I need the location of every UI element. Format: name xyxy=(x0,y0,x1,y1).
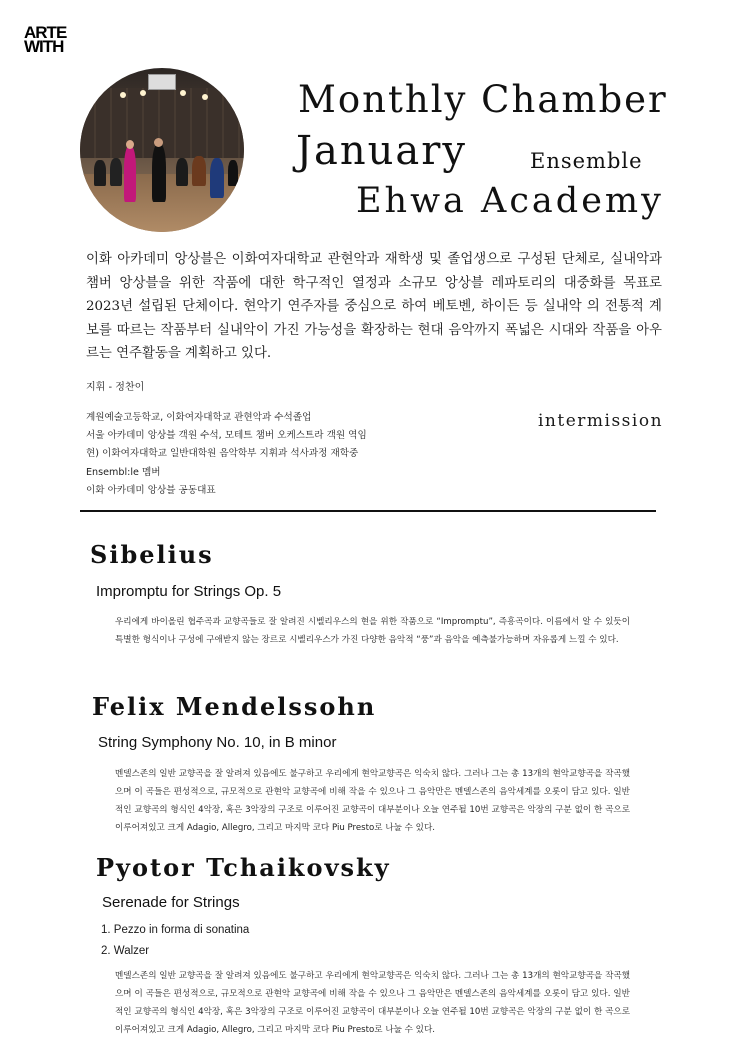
bio-line: 계원예술고등학교, 이화여자대학교 관현악과 수석졸업 xyxy=(86,412,312,423)
composer-mendelssohn: Felix Mendelssohn xyxy=(92,692,377,721)
logo-line1: ARTE xyxy=(24,23,67,42)
ensemble-introduction: 이화 아카데미 앙상블은 이화여자대학교 관현악과 재학생 및 졸업생으로 구성된 단체로, 실내악과 챔버 앙상블을 위한 작품에 대한 학구적인 열정과 소규모 앙상블 레파토리의 대중화를 목표로 2023년 설립된 단체이다. 현악기 연주자를 중심으로 하여 베토벤, 하이든 등 실내악 의 전통적 계보를 따르는 작품부터 실내악이 가진 가능성을 확장하는 현대 음악까지 폭넓은 시대와 작품을 아우르는 연주활동을 계획하고 있다. xyxy=(86,252,662,361)
bio-line: Ensembl:le 멤버 xyxy=(86,466,161,478)
composer-tchaikovsky: Pyotor Tchaikovsky xyxy=(96,853,391,882)
title-ensemble: Ensemble xyxy=(530,149,643,173)
bio-line: 이화 아카데미 앙상블 공동대표 xyxy=(86,484,216,496)
work-title: Serenade for Strings xyxy=(102,894,240,911)
arte-with-logo xyxy=(24,23,67,56)
intermission-label: intermission xyxy=(538,411,664,431)
movement-item: 2. Walzer xyxy=(101,944,150,957)
movement-list xyxy=(101,920,249,961)
movement-item: 1. Pezzo in forma di sonatina xyxy=(101,924,250,936)
work-description: 우리에게 바이올린 협주곡과 교향곡들로 잘 알려진 시벨리우스의 현을 위한 작품으로 “Impromptu”, 즉흥곡이다. 이름에서 알 수 있듯이 특별한 형식이나 구성에 구애받지 않는 장르로 시벨리우스가 가진 다양한 음악적 “풍”과 음악을 예측불가능하며 자유롭게 느낄 수 있다. xyxy=(115,617,630,645)
title-line1: Monthly Chamber xyxy=(298,78,668,121)
work-description: 멘델스존의 일반 교향곡을 잘 알려져 있음에도 불구하고 우리에게 현악교향곡은 익숙치 않다. 그러나 그는 총 13개의 현악교향곡을 작곡했으며 이 곡들은 편성적으로, 규모적으로 관현악 교향곡에 비해 작을 수 있으나 그 음악만은 멘델스존의 음악세계를 오롯이 담고 있다. 일반적인 교향곡의 형식인 4악장, 혹은 3악장의 구조로 이루어진 교향곡이 대부분이나 오늘 연주될 10번 교향곡은 악장의 구분 없이 한 곡으로 이루어져있고 크게 Adagio, Allegro, 그리고 마지막 코다 Piu Presto로 나눌 수 있다. xyxy=(115,971,630,1035)
composer-sibelius: Sibelius xyxy=(90,540,214,569)
bio-line: 서울 아카데미 앙상블 객원 수석, 모테트 챔버 오케스트라 객원 역임 xyxy=(86,430,367,442)
conductor-bio xyxy=(86,409,367,500)
conductor-name: 지휘 - 정찬이 xyxy=(86,382,145,393)
title-month: January xyxy=(296,128,467,174)
logo-line2: WITH xyxy=(24,37,64,56)
work-description: 멘델스존의 일반 교향곡을 잘 알려져 있음에도 불구하고 우리에게 현악교향곡은 익숙치 않다. 그러나 그는 총 13개의 현악교향곡을 작곡했으며 이 곡들은 편성적으로, 규모적으로 관현악 교향곡에 비해 작을 수 있으나 그 음악만은 멘델스존의 음악세계를 오롯이 담고 있다. 일반적인 교향곡의 형식인 4악장, 혹은 3악장의 구조로 이루어진 교향곡이 대부분이나 오늘 연주될 10번 교향곡은 악장의 구분 없이 한 곡으로 이루어져있고 크게 Adagio, Allegro, 그리고 마지막 코다 Piu Presto로 나눌 수 있다. xyxy=(115,769,630,833)
divider xyxy=(80,510,656,512)
work-title: String Symphony No. 10, in B minor xyxy=(98,734,337,751)
work-title: Impromptu for Strings Op. 5 xyxy=(96,583,282,600)
bio-line: 현) 이화여자대학교 일반대학원 음악학부 지휘과 석사과정 재학중 xyxy=(86,448,359,460)
title-line3: Ehwa Academy xyxy=(356,181,664,221)
ensemble-photo xyxy=(80,68,244,232)
